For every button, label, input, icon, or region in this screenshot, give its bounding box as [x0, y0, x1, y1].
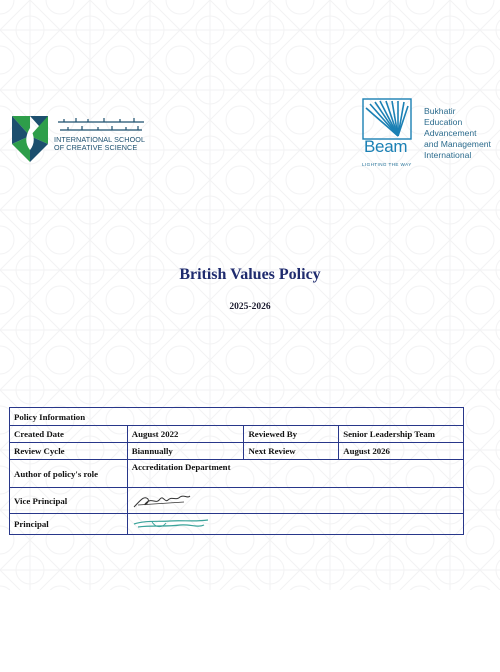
school-logo: [10, 114, 150, 166]
principal-label: Principal: [10, 514, 128, 535]
beam-logo: [362, 98, 500, 172]
beam-wordmark: Beam: [364, 137, 408, 156]
beam-org-line: and Management: [424, 139, 491, 149]
principal-signature-cell: [127, 514, 463, 535]
vice-principal-signature-cell: [127, 488, 463, 514]
table-row: [10, 408, 464, 426]
vice-principal-label: Vice Principal: [10, 488, 128, 514]
table-row: [10, 460, 464, 488]
reviewed-by-label: Reviewed By: [244, 426, 339, 443]
next-review-value: August 2026: [339, 443, 464, 460]
beam-tagline: LIGHTING THE WAY: [362, 162, 412, 167]
beam-org-line: Education: [424, 117, 463, 127]
beam-org-line: International: [424, 150, 472, 160]
review-cycle-value: Biannually: [127, 443, 244, 460]
table-row: [10, 488, 464, 514]
document-year: 2025-2026: [229, 302, 271, 312]
school-name-line1: INTERNATIONAL SCHOOL: [54, 135, 146, 144]
created-date-label: Created Date: [10, 426, 128, 443]
review-cycle-label: Review Cycle: [10, 443, 128, 460]
beam-org-name: [424, 106, 491, 161]
author-value: Accreditation Department: [127, 460, 463, 488]
reviewed-by-value: Senior Leadership Team: [339, 426, 464, 443]
vice-principal-signature: [132, 491, 192, 511]
document-title: British Values Policy: [179, 266, 321, 283]
table-row: [10, 426, 464, 443]
author-label: Author of policy's role: [10, 460, 128, 488]
school-arabic-name: [54, 116, 150, 134]
table-row: [10, 443, 464, 460]
created-date-value: August 2022: [127, 426, 244, 443]
policy-info-table: [9, 407, 464, 535]
school-crest-icon: [10, 114, 50, 164]
school-name-line2: OF CREATIVE SCIENCE: [54, 143, 138, 152]
table-row: [10, 514, 464, 535]
next-review-label: Next Review: [244, 443, 339, 460]
beam-org-line: Bukhatir: [424, 106, 456, 116]
principal-signature: [132, 516, 212, 532]
table-header-cell: Policy Information: [10, 408, 464, 426]
beam-org-line: Advancement: [424, 128, 477, 138]
